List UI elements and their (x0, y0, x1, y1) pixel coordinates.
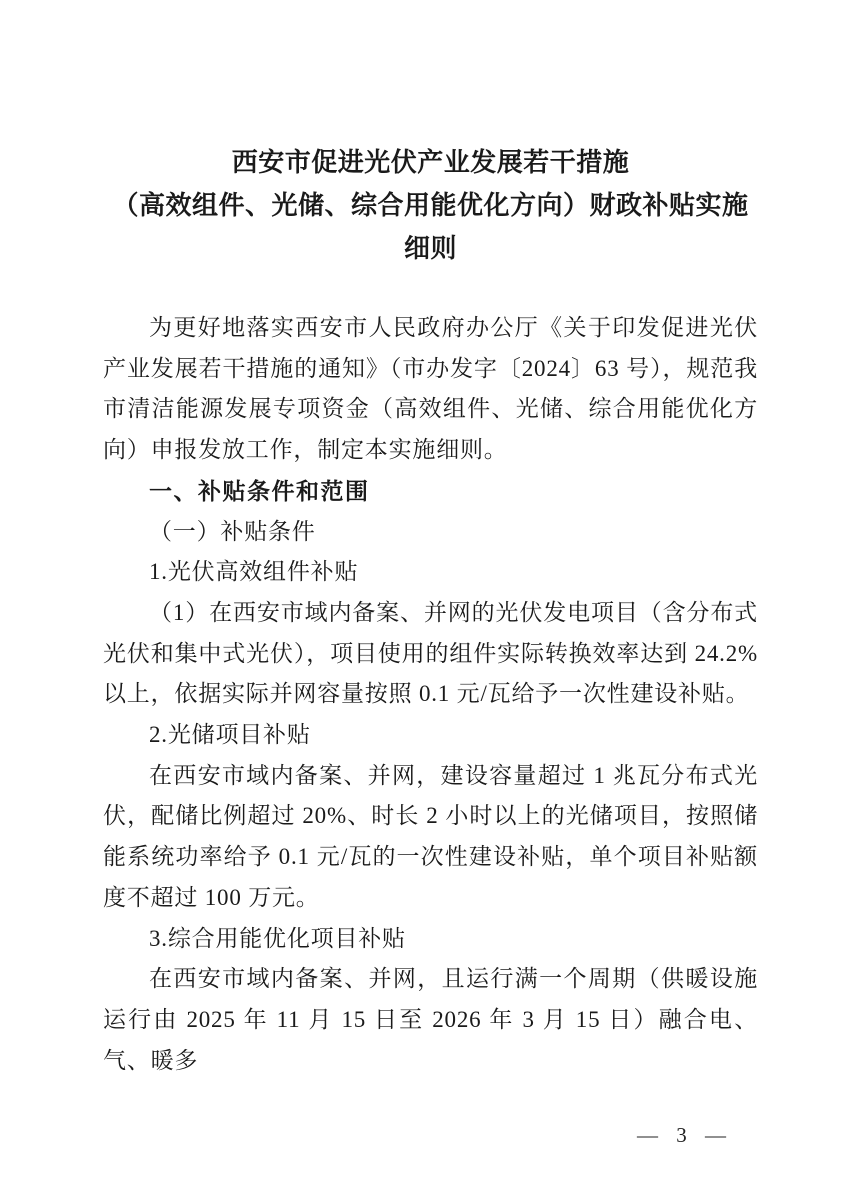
paragraph-item-2: 在西安市域内备案、并网，建设容量超过 1 兆瓦分布式光伏，配储比例超过 20%、时长 2 小时以上的光储项目，按照储能系统功率给予 0.1 元/瓦的一次性建设补贴，单个项目补贴额度不超过 100 万元。 (103, 762, 758, 910)
document-content (103, 141, 758, 1081)
document-body (103, 308, 758, 1081)
title-line-2: （高效组件、光储、综合用能优化方向）财政补贴实施细则 (112, 191, 749, 263)
paragraph-item-3: 在西安市域内备案、并网，且运行满一个周期（供暖设施运行由 2025 年 11 月 15 日至 2026 年 3 月 15 日）融合电、气、暖多 (103, 966, 758, 1073)
title-line-1: 西安市促进光伏产业发展若干措施 (231, 148, 630, 177)
page-number: — 3 — (637, 1123, 728, 1147)
heading-subsection-1: （一）补贴条件 (149, 518, 316, 544)
document-title (103, 141, 758, 270)
paragraph-intro: 为更好地落实西安市人民政府办公厅《关于印发促进光伏产业发展若干措施的通知》（市办发字〔2024〕63 号），规范我市清洁能源发展专项资金（高效组件、光储、综合用能优化方向）申报发放工作，制定本实施细则。 (103, 315, 758, 463)
heading-item-2: 2.光储项目补贴 (149, 722, 311, 748)
heading-item-1: 1.光伏高效组件补贴 (149, 559, 359, 585)
paragraph-item-1: （1）在西安市域内备案、并网的光伏发电项目（含分布式光伏和集中式光伏），项目使用的组件实际转换效率达到 24.2%以上，依据实际并网容量按照 0.1 元/瓦给予一次性建设补贴。 (103, 599, 758, 707)
heading-section-1: 一、补贴条件和范围 (149, 477, 370, 504)
heading-item-3: 3.综合用能优化项目补贴 (149, 925, 406, 951)
